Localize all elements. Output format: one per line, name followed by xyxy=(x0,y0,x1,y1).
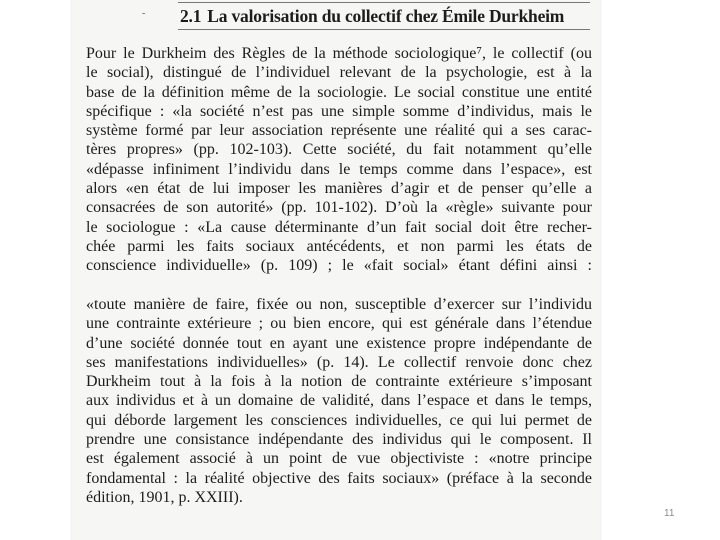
text-line: tères propres» (pp. 102-103). Cette société, du fait notamment qu’elle xyxy=(86,141,592,159)
page-margin-mark: - xyxy=(142,8,146,19)
text-line: alors «en état de lui imposer les manières d’agir et de penser qu’elle a xyxy=(86,180,592,198)
text-line: une contrainte extérieure ; ou bien encore, qui est générale dans l’étendue xyxy=(86,315,592,333)
text-line: qui déborde largement les consciences individuelles, ce qui lui permet de xyxy=(86,411,592,429)
paragraph-2 xyxy=(86,295,592,507)
text-line: prendre une consistance indépendante des individus qui le composent. Il xyxy=(86,431,592,449)
text-line: aux individus et à un domaine de validité, dans l’espace et dans le temps, xyxy=(86,392,592,410)
text-line: «dépasse infiniment l’individu dans le temps comme dans l’espace», est xyxy=(86,160,592,178)
section-number: 2.1 xyxy=(180,6,202,26)
text-line: édition, 1901, p. XXIII). xyxy=(86,488,243,506)
text-line: ses manifestations individuelles» (p. 14). Le collectif renvoie donc chez xyxy=(86,353,592,371)
text-line: conscience individuelle» (p. 109) ; le «fait social» étant défini ainsi : xyxy=(86,257,592,275)
text-line: d’une société donnée tout en ayant une existence propre indépendante de xyxy=(86,334,592,352)
text-line: «toute manière de faire, fixée ou non, susceptible d’exercer sur l’individu xyxy=(86,296,592,313)
paragraph-1 xyxy=(86,44,592,276)
slide-page-number: 11 xyxy=(664,508,675,519)
text-line: le sociologue : «La cause déterminante d’un fait social doit être recher- xyxy=(86,218,592,236)
text-line: est également associé à un point de vue objectiviste : «notre principe xyxy=(86,450,592,468)
text-line: système formé par leur association représente une réalité qui a ses carac- xyxy=(86,122,592,140)
text-line: Pour le Durkheim des Règles de la méthode sociologique⁷, le collectif (ou xyxy=(86,45,592,62)
top-rule xyxy=(178,2,590,3)
section-heading xyxy=(180,6,564,27)
text-line: le social), distingué de l’individuel relevant de la psychologie, est à la xyxy=(86,64,592,82)
section-title: La valorisation du collectif chez Émile Durkheim xyxy=(207,6,565,26)
text-line: base de la définition même de la sociologie. Le social constitue une entité xyxy=(86,83,592,101)
text-line: fondamental : la réalité objective des faits sociaux» (préface à la seconde xyxy=(86,469,592,487)
text-line: consacrées de son autorité» (pp. 101-102). D’où la «règle» suivante pour xyxy=(86,199,592,217)
text-line: chée parmi les faits sociaux antécédents, et non parmi les états de xyxy=(86,237,592,255)
heading-rule xyxy=(178,29,590,30)
text-line: Durkheim tout à la fois à la notion de contrainte extérieure s’imposant xyxy=(86,373,592,391)
text-line: spécifique : «la société n’est pas une simple somme d’individus, mais le xyxy=(86,102,592,120)
